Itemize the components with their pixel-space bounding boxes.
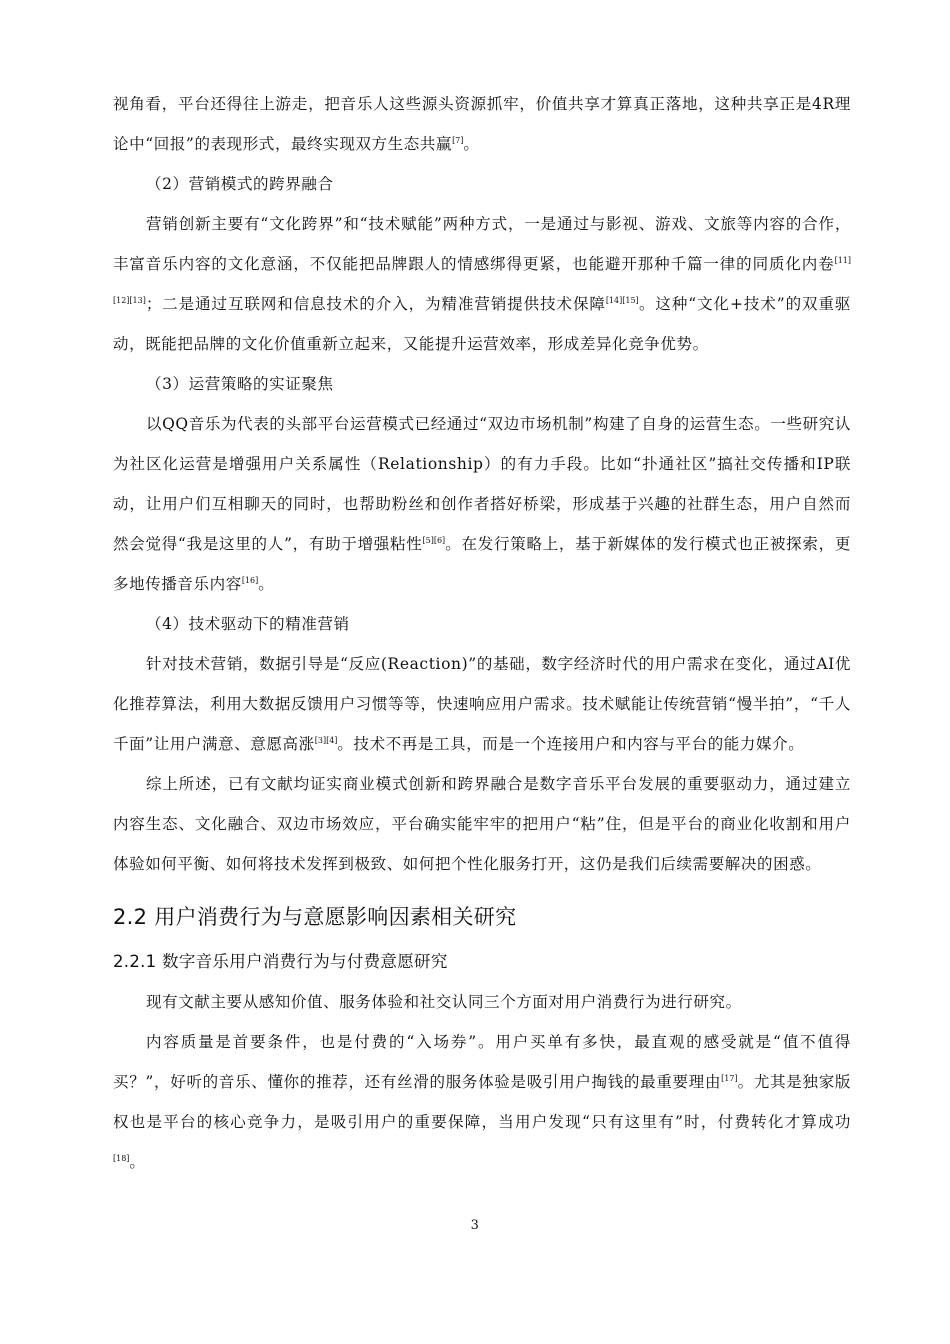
text-run: 。 (258, 575, 275, 593)
citation-ref: [3][4] (314, 735, 338, 745)
paragraph-continued (113, 84, 851, 164)
citation-ref: [5][6] (422, 535, 446, 545)
text-run: 营销创新主要有“文化跨界”和“技术赋能”两种方式，一是通过与影视、游戏、文旅等内容的合作，丰富音乐内容的文化意涵，不仅能把品牌跟人的情感绑得更紧，也能避开那种千篇一律的同质化内卷 (113, 215, 851, 273)
subheading-marketing-fusion: （2）营销模式的跨界融合 (146, 175, 334, 193)
text-run: 。在发行策略上，基于新媒体的发行模式也正被探索，更多地传播音乐内容 (113, 535, 851, 593)
paragraph-intro: 现有文献主要从感知价值、服务体验和社交认同三个方面对用户消费行为进行研究。 (146, 993, 742, 1011)
text-run: 。技术不再是工具，而是一个连接用户和内容与平台的能力媒介。 (337, 735, 805, 753)
subheading-operation-strategy: （3）运营策略的实证聚焦 (146, 375, 334, 393)
paragraph-content-quality (113, 1022, 851, 1182)
subheading-tech-marketing: （4）技术驱动下的精准营销 (146, 615, 350, 633)
citation-ref: [11][12][13] (113, 255, 851, 305)
paragraph-operation (113, 404, 851, 604)
text-run: 以QQ音乐为代表的头部平台运营模式已经通过“双边市场机制”构建了自身的运营生态。一些研究认为社区化运营是增强用户关系属性（Relationship）的有力手段。比如“扑通社区”搞社交传播和IP联动，让用户们互相聊天的同时，也帮助粉丝和创作者搭好桥梁，形成基于兴趣的社群生态，用户自然而然会觉得“我是这里的人”，有助于增强粘性 (113, 415, 851, 553)
section-heading-2-2-1: 2.2.1 数字音乐用户消费行为与付费意愿研究 (113, 952, 448, 971)
text-run: 内容质量是首要条件，也是付费的“入场券”。用户买单有多快，最直观的感受就是“值不值得买？”，好听的音乐、懂你的推荐，还有丝滑的服务体验是吸引用户掏钱的最重要理由 (113, 1033, 851, 1091)
citation-ref: [18] (113, 1153, 130, 1163)
text-run: ；二是通过互联网和信息技术的介入，为精准营销提供技术保障 (145, 295, 606, 313)
page-number: 3 (470, 1218, 480, 1233)
text-run: 。这种“文化+技术”的双重驱动，既能把品牌的文化价值重新立起来，又能提升运营效率，形成差异化竞争优势。 (113, 295, 851, 353)
text-run: 针对技术营销，数据引导是“反应(Reaction)”的基础，数字经济时代的用户需求在变化，通过AI优化推荐算法，利用大数据反馈用户习惯等等，快速响应用户需求。技术赋能让传统营销“慢半拍”，“千人千面”让用户满意、意愿高涨 (113, 655, 851, 753)
paragraph-tech (113, 644, 851, 764)
citation-ref: [7] (452, 135, 464, 145)
section-heading-2-2: 2.2 用户消费行为与意愿影响因素相关研究 (113, 905, 517, 929)
page-content (113, 84, 851, 1182)
paragraph-marketing (113, 204, 851, 364)
text-run: 视角看，平台还得往上游走，把音乐人这些源头资源抓牢，价值共享才算真正落地，这种共享正是4R理论中“回报”的表现形式，最终实现双方生态共赢 (113, 95, 851, 153)
text-run: 。 (129, 1153, 146, 1171)
text-run: 。 (463, 135, 480, 153)
citation-ref: [16] (241, 575, 259, 585)
citation-ref: [14][15] (605, 295, 639, 305)
text-run: 。尤其是独家版权也是平台的核心竞争力，是吸引用户的重要保障，当用户发现“只有这里有”时，付费转化才算成功 (113, 1073, 852, 1131)
citation-ref: [17] (721, 1073, 738, 1083)
paragraph-summary: 综上所述，已有文献均证实商业模式创新和跨界融合是数字音乐平台发展的重要驱动力，通过建立内容生态、文化融合、双边市场效应，平台确实能牢牢的把用户“粘”住，但是平台的商业化收割和用户体验如何平衡、如何将技术发挥到极致、如何把个性化服务打开，这仍是我们后续需要解决的困惑。 (113, 775, 851, 873)
